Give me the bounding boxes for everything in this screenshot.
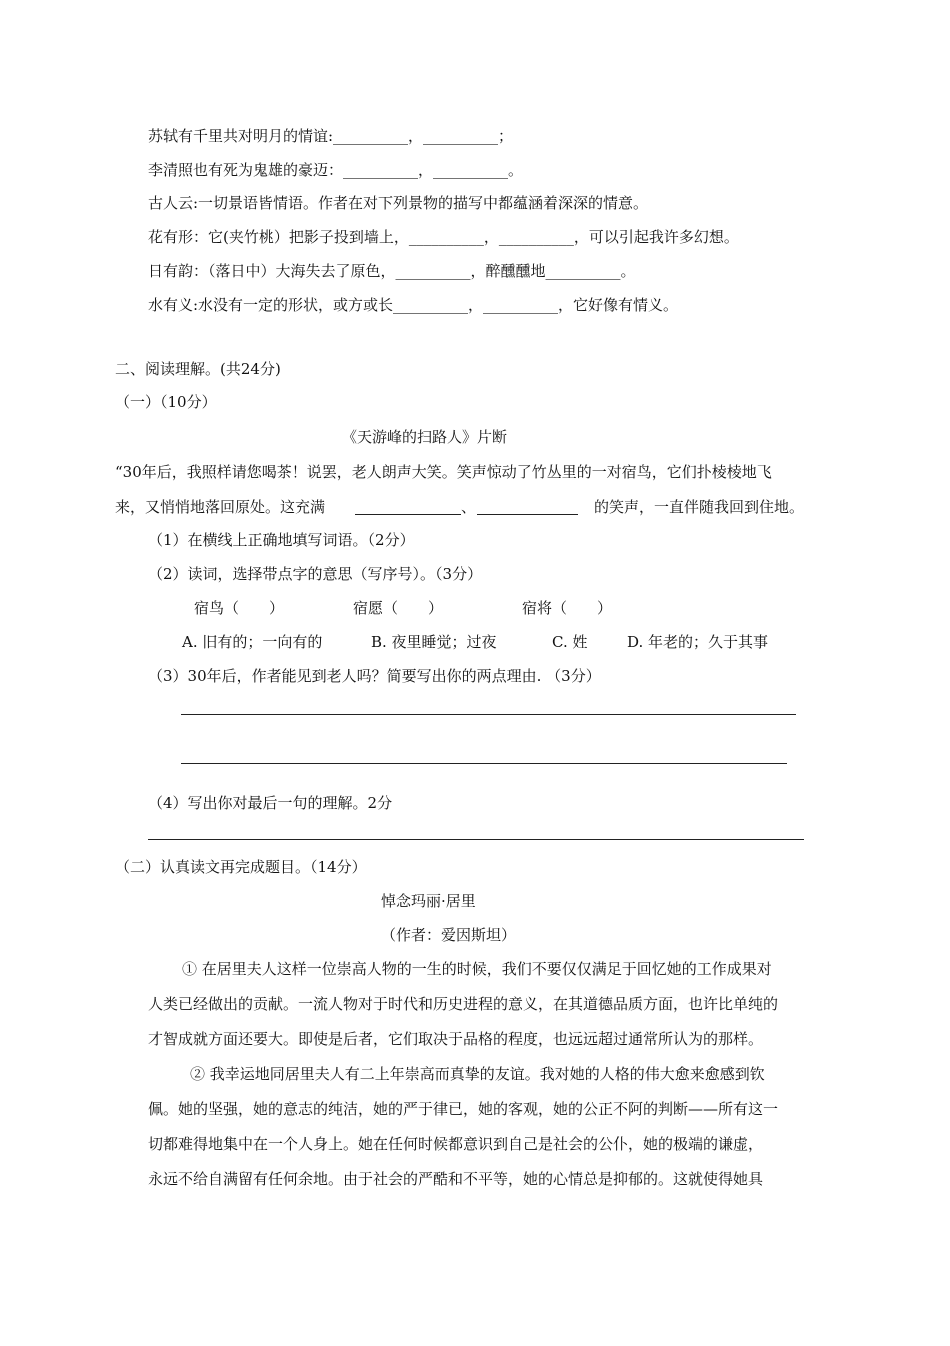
article-p2-line-1: ② 我幸运地同居里夫人有二上年崇高而真挚的友谊。我对她的人格的伟大愈来愈感到钦 <box>190 1065 765 1083</box>
fill-line-su-shi: 苏轼有千里共对明月的情谊:__________，__________； <box>148 127 514 145</box>
part2-author: （作者：爱因斯坦） <box>381 926 517 944</box>
question-2: （2）读词，选择带点字的意思（写序号）。（3分） <box>148 565 483 583</box>
word-su-yuan: 宿愿（ ） <box>353 599 444 617</box>
passage-blank-2 <box>477 514 578 515</box>
article-p1-line-3: 才智成就方面还要大。即使是后者，它们取决于品格的程度，也远远超过通常所认为的那样。 <box>148 1030 764 1048</box>
option-b: B. 夜里睡觉；过夜 <box>371 633 497 651</box>
passage-line-2a: 来，又悄悄地落回原处。这充满 <box>115 498 326 516</box>
passage-line-2b: 的笑声，一直伴随我回到住地。 <box>594 498 805 516</box>
passage-line-1: “30年后，我照样请您喝茶！说罢，老人朗声大笑。笑声惊动了竹丛里的一对宿鸟，它们扑棱棱地飞 <box>115 463 772 481</box>
article-p1-line-1: ① 在居里夫人这样一位崇高人物的一生的时候，我们不要仅仅满足于回忆她的工作成果对 <box>182 960 772 978</box>
part2-label: （二）认真读文再完成题目。（14分） <box>115 858 367 876</box>
option-a: A. 旧有的；一向有的 <box>182 633 323 651</box>
article-p2-line-2: 佩。她的坚强，她的意志的纯洁，她的严于律已，她的客观，她的公正不阿的判断——所有这一 <box>148 1100 779 1118</box>
section-heading: 二、阅读理解。(共24分) <box>115 360 281 378</box>
question-4: （4）写出你对最后一句的理解。2分 <box>148 794 393 812</box>
part1-title: 《天游峰的扫路人》片断 <box>342 428 508 446</box>
passage-blank-1 <box>355 514 461 515</box>
option-d: D. 年老的；久于其事 <box>627 633 769 651</box>
question-1: （1）在横线上正确地填写词语。（2分） <box>148 531 415 549</box>
fill-line-intro: 古人云:一切景语皆情语。作者在对下列景物的描写中都蕴涵着深深的情意。 <box>148 194 649 212</box>
option-c: C. 姓 <box>552 633 588 651</box>
word-su-jiang: 宿将（ ） <box>522 599 613 617</box>
answer-line-2[interactable] <box>181 763 787 764</box>
article-p1-line-2: 人类已经做出的贡献。一流人物对于时代和历史进程的意义，在其道德品质方面，也许比单纯的 <box>148 995 779 1013</box>
passage-line-2-separator: 、 <box>461 498 477 516</box>
answer-line-1[interactable] <box>181 714 796 715</box>
article-p2-line-3: 切都难得地集中在一个人身上。她在任何时候都意识到自己是社会的公仆，她的极端的谦虚， <box>148 1135 764 1153</box>
question-3: （3）30年后，作者能见到老人吗？简要写出你的两点理由. （3分） <box>148 667 601 685</box>
fill-line-water: 水有义:水没有一定的形状，或方或长__________，__________，它好像有情义。 <box>148 296 679 314</box>
fill-line-flower: 花有形：它(夹竹桃）把影子投到墙上，__________，__________，可以引起我许多幻想。 <box>148 228 739 246</box>
word-su-niao: 宿鸟（ ） <box>194 599 285 617</box>
fill-line-li-qingzhao: 李清照也有死为鬼雄的豪迈：__________，__________。 <box>148 161 524 179</box>
part2-title: 悼念玛丽·居里 <box>381 892 476 910</box>
article-p2-line-4: 永远不给自满留有任何余地。由于社会的严酷和不平等，她的心情总是抑郁的。这就使得她具 <box>148 1170 764 1188</box>
fill-line-sun: 日有韵：（落日中）大海失去了原色，__________，醉醺醺地__________。 <box>148 262 636 280</box>
part1-label: （一）（10分） <box>115 393 217 411</box>
answer-line-3[interactable] <box>148 839 804 840</box>
